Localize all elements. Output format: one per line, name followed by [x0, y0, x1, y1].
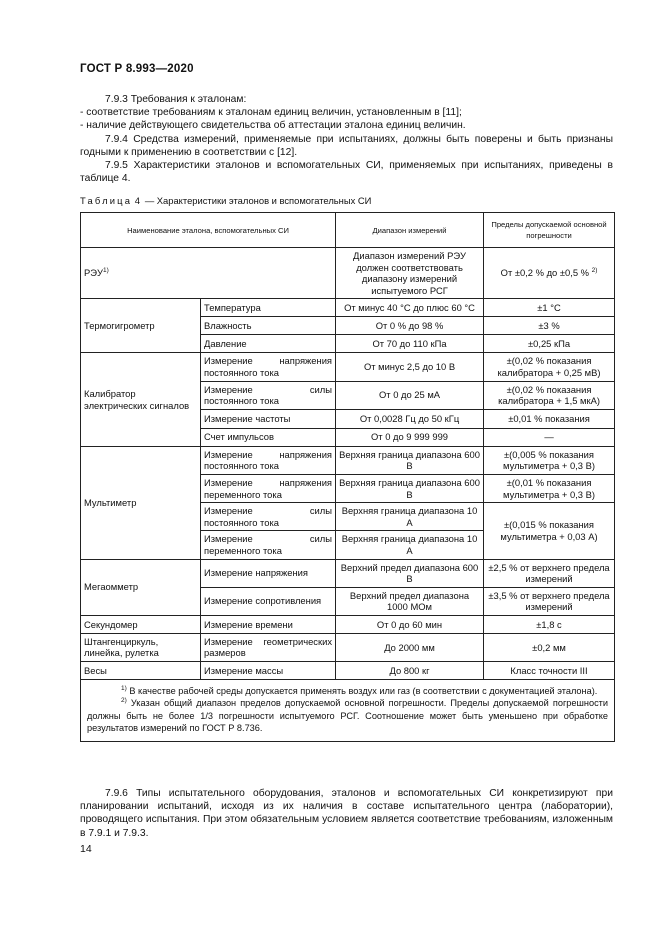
- table-row: [81, 353, 615, 381]
- row-error: Класс точности III: [484, 662, 615, 680]
- footnote-1: $^{1)}$ В качестве рабочей среды допускается применять воздух или газ (в соответствии с документацией эталона).: [121, 685, 598, 697]
- row-range: От 70 до 110 кПа: [336, 335, 484, 353]
- row-param: Измерение сопротивления: [201, 587, 336, 615]
- row-name-calibrator: Калибратор электрических сигналов: [81, 353, 201, 446]
- page-number: 14: [80, 843, 92, 855]
- row-error: ±(0,02 % показания калибратора + 1,5 мкА): [484, 381, 615, 409]
- row-param: Измерение времени: [201, 615, 336, 633]
- row-range: Верхняя граница диапазона 10 А: [336, 531, 484, 559]
- paragraph-7-9-6: 7.9.6 Типы испытательного оборудования, эталонов и вспомогательных СИ конкретизируют при планировании испытаний, исходя из их наличия в составе испытательного центра (лаборатории), проводящего испытания. При этом обязательным условием является соответствие требованиям, изложенным в 7.9.1 и 7.9.3.: [80, 788, 613, 839]
- row-range: От 0 до 60 мин: [336, 615, 484, 633]
- row-range: Верхняя граница диапазона 600 В: [336, 474, 484, 502]
- header-name: Наименование эталона, вспомогательных СИ: [81, 213, 336, 248]
- row-name-caliper: Штангенциркуль, линейка, рулетка: [81, 633, 201, 661]
- row-range: Верхний предел диапазона 1000 МОм: [336, 587, 484, 615]
- row-range: Верхняя граница диапазона 10 А: [336, 503, 484, 531]
- row-name-stopwatch: Секундомер: [81, 615, 201, 633]
- row-param: Измерение геометрических размеров: [201, 633, 336, 661]
- row-param: Измерение частоты: [201, 409, 336, 428]
- row-error: ±(0,005 % показания мультиметра + 0,3 В): [484, 446, 615, 474]
- table-row: [81, 662, 615, 680]
- row-range: От 0 до 25 мА: [336, 381, 484, 409]
- table-row: [81, 299, 615, 317]
- row-range: Диапазон измерений РЭУ должен соответствовать диапазону измерений испытуемого РСГ: [336, 248, 484, 299]
- row-range: От минус 40 °C до плюс 60 °C: [336, 299, 484, 317]
- list-item-requirement-1: - соответствие требованиям к эталонам единиц величин, установленным в [11];: [80, 107, 462, 119]
- row-error: ±(0,015 % показания мультиметра + 0,03 А): [484, 503, 615, 559]
- row-param: Измерение напряжения постоянного тока: [201, 353, 336, 381]
- table-row: [81, 633, 615, 661]
- paragraph-7-9-5: 7.9.5 Характеристики эталонов и вспомогательных СИ, применяемых при испытаниях, приведены в таблице 4.: [80, 160, 613, 185]
- row-range: От 0 % до 98 %: [336, 317, 484, 335]
- row-name-scales: Весы: [81, 662, 201, 680]
- row-error: ±2,5 % от верхнего предела измерений: [484, 559, 615, 587]
- list-item-requirement-2: - наличие действующего свидетельства об аттестации эталона единиц величин.: [80, 120, 466, 132]
- row-error: ±3 %: [484, 317, 615, 335]
- row-param: Счет импульсов: [201, 428, 336, 446]
- header-error: Пределы допускаемой основной погрешности: [484, 213, 615, 248]
- row-range: От минус 2,5 до 10 В: [336, 353, 484, 381]
- row-param: Измерение силы переменного тока: [201, 531, 336, 559]
- row-name-multimeter: Мультиметр: [81, 446, 201, 559]
- row-param: Измерение массы: [201, 662, 336, 680]
- row-range: От 0 до 9 999 999: [336, 428, 484, 446]
- row-error: ±1 °C: [484, 299, 615, 317]
- row-range: До 2000 мм: [336, 633, 484, 661]
- row-error: ±0,2 мм: [484, 633, 615, 661]
- row-error: От ±0,2 % до ±0,5 % $^{2)}$: [484, 248, 615, 299]
- row-error: ±(0,02 % показания калибратора + 0,25 мВ): [484, 353, 615, 381]
- table-caption: [80, 195, 371, 206]
- row-param: Измерение напряжения постоянного тока: [201, 446, 336, 474]
- table-row: [81, 615, 615, 633]
- row-param: Измерение напряжения: [201, 559, 336, 587]
- row-param: Влажность: [201, 317, 336, 335]
- row-param: Измерение силы постоянного тока: [201, 381, 336, 409]
- row-param: Измерение напряжения переменного тока: [201, 474, 336, 502]
- row-range: До 800 кг: [336, 662, 484, 680]
- row-name-thermohygrometer: Термогигрометр: [81, 299, 201, 353]
- row-param: Температура: [201, 299, 336, 317]
- row-error: ±0,01 % показания: [484, 409, 615, 428]
- row-name-reu: РЭУ$^{1)}$: [81, 248, 336, 299]
- table-row: [81, 559, 615, 587]
- row-error: ±1,8 с: [484, 615, 615, 633]
- table-notes: [81, 680, 615, 742]
- table-caption-prefix: Таблица: [80, 195, 133, 206]
- table-notes-row: [81, 680, 615, 742]
- paragraph-7-9-4: 7.9.4 Средства измерений, применяемые при испытаниях, должны быть поверены и быть признаны годными к применению в соответствии с [12].: [80, 133, 613, 158]
- table-row: [81, 248, 615, 299]
- paragraph-7-9-3: 7.9.3 Требования к эталонам:: [105, 94, 247, 105]
- table-row: [81, 446, 615, 474]
- row-error: ±3,5 % от верхнего предела измерений: [484, 587, 615, 615]
- row-range: От 0,0028 Гц до 50 кГц: [336, 409, 484, 428]
- row-error: —: [484, 428, 615, 446]
- table-caption-number: 4: [134, 195, 143, 206]
- table-caption-title: — Характеристики эталонов и вспомогательных СИ: [144, 195, 372, 206]
- footnote-2: $^{2)}$ Указан общий диапазон пределов допускаемой основной погрешности. Пределы допускаемой погрешности должны быть не более 1/3 погрешности испытуемого РСГ. Соотношение может быть уменьшено при обработке результатов измерений по ГОСТ Р 8.736.: [87, 697, 609, 734]
- row-param: Давление: [201, 335, 336, 353]
- table-header-row: [81, 213, 615, 248]
- standard-header: ГОСТ Р 8.993—2020: [80, 63, 194, 75]
- table-4: [80, 212, 615, 742]
- row-range: Верхняя граница диапазона 600 В: [336, 446, 484, 474]
- row-range: Верхний предел диапазона 600 В: [336, 559, 484, 587]
- row-param: Измерение силы постоянного тока: [201, 503, 336, 531]
- row-error: ±0,25 кПа: [484, 335, 615, 353]
- top-paragraphs: [80, 93, 613, 185]
- row-error: ±(0,01 % показания мультиметра + 0,3 В): [484, 474, 615, 502]
- header-range: Диапазон измерений: [336, 213, 484, 248]
- bottom-paragraph-block: [80, 787, 613, 840]
- row-name-megohmmeter: Мегаомметр: [81, 559, 201, 615]
